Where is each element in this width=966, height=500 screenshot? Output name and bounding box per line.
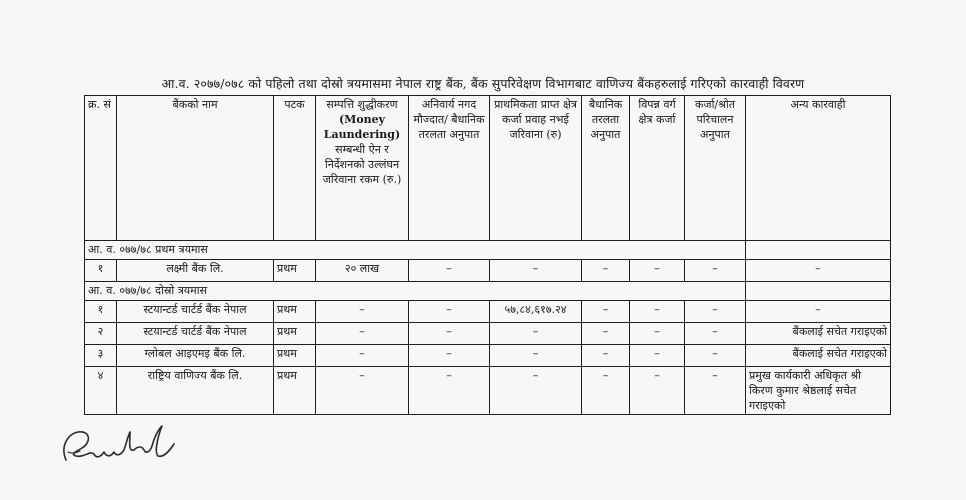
cell-other: बैंकलाई सचेत गराइएको (746, 323, 891, 345)
cell-deprived: – (630, 323, 685, 345)
cell-sn: ४ (85, 367, 117, 415)
section-row (85, 282, 891, 301)
cell-crr: – (409, 367, 490, 415)
cell-cd: – (685, 301, 746, 323)
cell-aml: – (316, 345, 409, 367)
cell-patak: प्रथम (274, 367, 316, 415)
cell-patak: प्रथम (274, 323, 316, 345)
cell-aml: – (316, 367, 409, 415)
cell-bank: ग्लोबल आइएमइ बैंक लि. (117, 345, 274, 367)
cell-deprived: – (630, 345, 685, 367)
cell-slr: – (582, 323, 630, 345)
table-row (85, 260, 891, 282)
cell-bank: स्टयान्टर्ड चार्टर्ड बैंक नेपाल (117, 301, 274, 323)
cell-cd: – (685, 260, 746, 282)
cell-slr: – (582, 301, 630, 323)
section-row (85, 241, 891, 260)
cell-slr: – (582, 260, 630, 282)
header-sn: क्र. सं (85, 96, 117, 241)
handwritten-signature (54, 416, 194, 476)
cell-priority: – (490, 260, 582, 282)
cell-other: – (746, 301, 891, 323)
cell-aml: – (316, 323, 409, 345)
cell-sn: १ (85, 301, 117, 323)
table-row (85, 345, 891, 367)
cell-bank: राष्ट्रिय वाणिज्य बैंक लि. (117, 367, 274, 415)
table-row (85, 367, 891, 415)
cell-other: प्रमुख कार्यकारी अधिकृत श्री किरण कुमार श्रेष्ठलाई सचेत गराइएको (746, 367, 891, 415)
action-details-table (84, 95, 891, 415)
cell-sn: १ (85, 260, 117, 282)
cell-other: – (746, 260, 891, 282)
cell-sn: २ (85, 323, 117, 345)
header-aml-post: सम्बन्धी ऐन र निर्देशनको उल्लंघन जरिवाना रकम (रु.) (322, 143, 402, 186)
cell-bank: स्टयान्टर्ड चार्टर्ड बैंक नेपाल (117, 323, 274, 345)
header-crr: अनिवार्य नगद मौज्दात/ बैधानिक तरलता अनुपात (409, 96, 490, 241)
cell-crr: – (409, 345, 490, 367)
cell-patak: प्रथम (274, 345, 316, 367)
header-cd-ratio: कर्जा/श्रोत परिचालन अनुपात (685, 96, 746, 241)
cell-aml: – (316, 301, 409, 323)
cell-priority: – (490, 323, 582, 345)
header-patak: पटक (274, 96, 316, 241)
cell-priority: – (490, 367, 582, 415)
cell-deprived: – (630, 260, 685, 282)
cell-bank: लक्ष्मी बैंक लि. (117, 260, 274, 282)
header-slr: बैधानिक तरलता अनुपात (582, 96, 630, 241)
cell-priority: ५७,८४,६१७.२४ (490, 301, 582, 323)
cell-cd: – (685, 367, 746, 415)
header-aml-en: (Money Laundering) (323, 113, 401, 141)
cell-slr: – (582, 345, 630, 367)
cell-cd: – (685, 345, 746, 367)
cell-slr: – (582, 367, 630, 415)
header-deprived-sector: विपन्न वर्ग क्षेत्र कर्जा (630, 96, 685, 241)
cell-other: बैंकलाई सचेत गराइएको (746, 345, 891, 367)
cell-patak: प्रथम (274, 301, 316, 323)
cell-deprived: – (630, 367, 685, 415)
cell-sn: ३ (85, 345, 117, 367)
cell-aml: २० लाख (316, 260, 409, 282)
section-blank-cell (746, 282, 891, 301)
header-other-action: अन्य कारवाही (746, 96, 891, 241)
cell-priority: – (490, 345, 582, 367)
cell-patak: प्रथम (274, 260, 316, 282)
header-priority-sector: प्राथमिकता प्राप्त क्षेत्र कर्जा प्रवाह नभई जरिवाना (रु) (490, 96, 582, 241)
table-header-row (85, 96, 891, 241)
document-title: आ.व. २०७७/०७८ को पहिलो तथा दोस्रो त्रयमासमा नेपाल राष्ट्र बैंक, बैंक सुपरिवेक्षण विभागबाट वाणिज्य बैंकहरुलाई गरिएको कारवाही विवरण (161, 76, 805, 91)
cell-crr: – (409, 323, 490, 345)
cell-deprived: – (630, 301, 685, 323)
header-money-laundering (316, 96, 409, 241)
cell-cd: – (685, 323, 746, 345)
section-label: आ. व. ०७७/७८ दोस्रो त्रयमास (85, 282, 746, 301)
cell-crr: – (409, 260, 490, 282)
header-aml-pre: सम्पत्ति शुद्धीकरण (326, 98, 398, 111)
cell-crr: – (409, 301, 490, 323)
section-blank-cell (746, 241, 891, 260)
section-label: आ. व. ०७७/७८ प्रथम त्रयमास (85, 241, 746, 260)
table-row (85, 323, 891, 345)
table-row (85, 301, 891, 323)
header-bank-name: बैंकको नाम (117, 96, 274, 241)
